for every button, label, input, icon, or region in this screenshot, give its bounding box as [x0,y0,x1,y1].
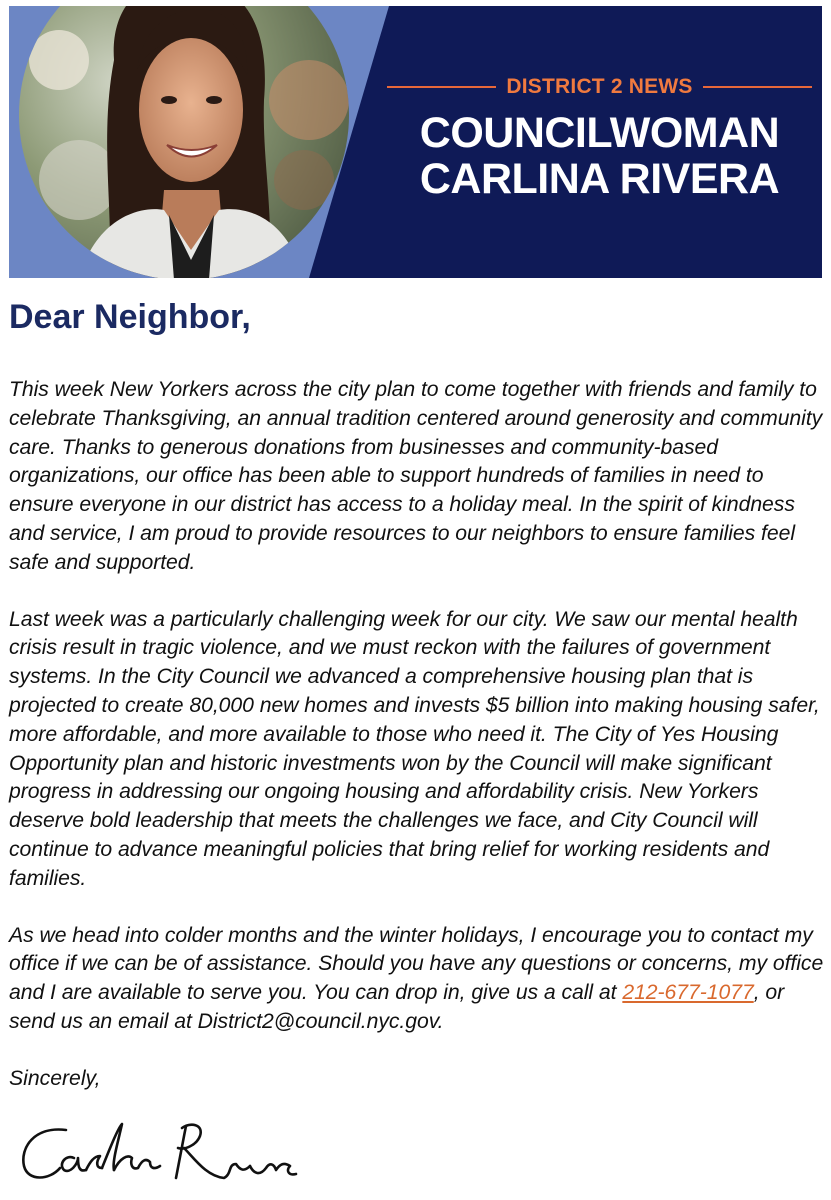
newsletter-kicker: DISTRICT 2 NEWS [506,75,693,98]
headline-line-1: COUNCILWOMAN [419,109,780,157]
headline-line-2: CARLINA RIVERA [419,155,780,203]
paragraph-contact [9,922,824,1037]
paragraph-housing: Last week was a particularly challenging week for our city. We saw our mental health crisis result in tragic violence, and we must reckon with the failures of government systems. In the City Council we advanced a comprehensive housing plan that is projected to create 80,000 new homes and invests $5 billion into making housing safer, more affordable, and more available to those who need it. The City of Yes Housing Opportunity plan and historic investments won by the Council will make significant progress in addressing our ongoing housing and affordability crisis. New Yorkers deserve bold leadership that meets the challenges we face, and City Council will continue to advance meaningful policies that bring relief for working residents and families. [9,607,820,890]
letter-body [9,296,824,1093]
contact-text-after-phone: , or send us an email at District2@council.nyc.gov. [9,981,785,1033]
signature-icon [14,1118,304,1193]
kicker-divider-left [387,86,496,88]
contact-text-before-phone: As we head into colder months and the winter holidays, I encourage you to contact my office if we can be of assistance. Should you have any questions or concerns, my office and I are available to serve you. You can drop in, give us a call at [9,923,824,1005]
closing: Sincerely, [9,1066,101,1090]
phone-link[interactable]: 212-677-1077 [622,981,754,1005]
kicker-divider-right [703,86,812,88]
kicker-row [387,70,812,104]
paragraph-thanksgiving: This week New Yorkers across the city plan to come together with friends and family to celebrate Thanksgiving, an annual tradition centered around generosity and community care. Thanks to generous donations from businesses and community-based organizations, our office has been able to support hundreds of families in need to ensure everyone in our district has access to a holiday meal. In the spirit of kindness and service, I am proud to provide resources to our neighbors to ensure families feel safe and supported. [9,378,823,574]
banner-title-block [387,70,812,202]
newsletter-banner [9,6,822,278]
salutation: Dear Neighbor, [9,298,251,336]
